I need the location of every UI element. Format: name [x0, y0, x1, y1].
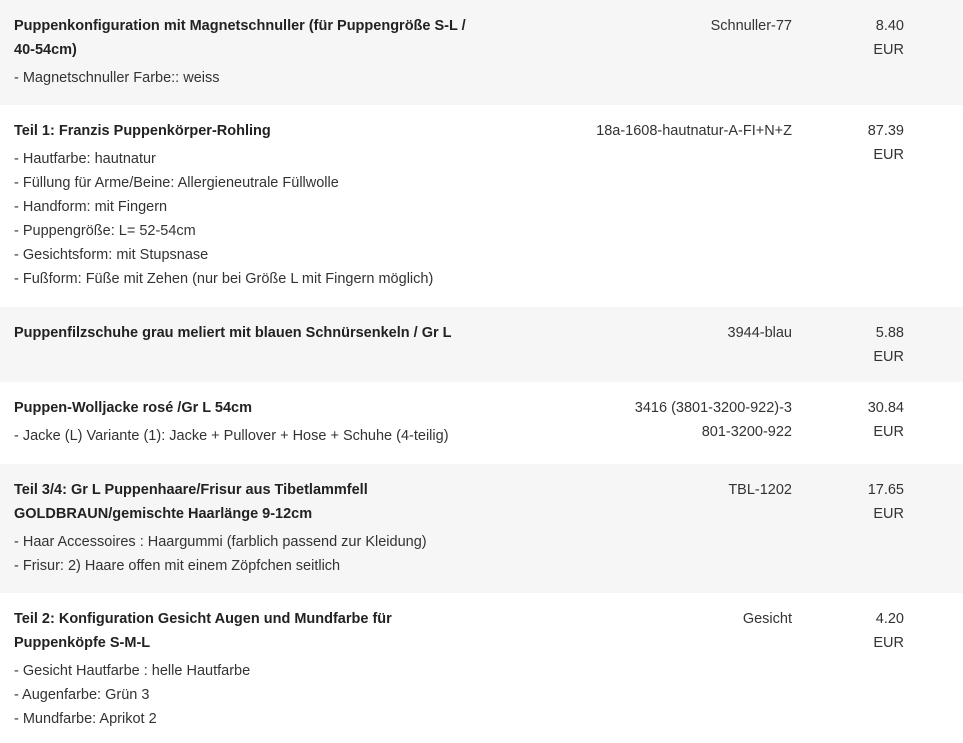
item-description: [0, 14, 480, 90]
item-title: Puppenkonfiguration mit Magnetschnuller (für Puppengröße S-L / 40-54cm): [14, 18, 466, 58]
item-description: [0, 396, 480, 448]
item-sku: Gesicht: [742, 611, 792, 627]
item-option: - Mundfarbe: Aprikot 2: [14, 711, 157, 727]
price-currency: EUR: [873, 147, 904, 163]
price-value: 5.88: [875, 325, 904, 341]
item-description: [0, 119, 480, 291]
item-description: [0, 607, 480, 731]
item-price: [800, 119, 904, 167]
item-description: [0, 321, 480, 345]
item-options: [14, 530, 480, 578]
item-option: - Gesichtsform: mit Stupsnase: [14, 247, 209, 263]
price-value: 4.20: [875, 611, 904, 627]
price-currency: EUR: [873, 506, 904, 522]
table-row: [0, 593, 963, 743]
item-option: - Gesicht Hautfarbe : helle Hautfarbe: [14, 663, 251, 679]
item-price: [800, 607, 904, 655]
item-sku: 3944-blau: [727, 325, 792, 341]
item-description: [0, 478, 480, 578]
price-value: 17.65: [867, 482, 904, 498]
table-row: [0, 0, 963, 105]
price-currency: EUR: [873, 42, 904, 58]
item-title: Teil 1: Franzis Puppenkörper-Rohling: [14, 123, 271, 139]
item-sku: Schnuller-77: [710, 18, 792, 34]
price-value: 87.39: [867, 123, 904, 139]
item-options: [14, 147, 480, 291]
price-currency: EUR: [873, 424, 904, 440]
item-price: [800, 478, 904, 526]
item-option: - Hautfarbe: hautnatur: [14, 151, 156, 167]
item-option: - Füllung für Arme/Beine: Allergieneutrale Füllwolle: [14, 175, 339, 191]
table-row: [0, 382, 963, 464]
item-option: - Augenfarbe: Grün 3: [14, 687, 150, 703]
table-row: [0, 105, 963, 307]
price-value: 30.84: [867, 400, 904, 416]
item-options: [14, 659, 480, 731]
item-price: [800, 321, 904, 369]
item-option: - Handform: mit Fingern: [14, 199, 168, 215]
item-price: [800, 396, 904, 444]
item-title: Puppen-Wolljacke rosé /Gr L 54cm: [14, 400, 252, 416]
price-currency: EUR: [873, 635, 904, 651]
item-options: [14, 424, 480, 448]
table-row: [0, 464, 963, 593]
item-option: - Magnetschnuller Farbe:: weiss: [14, 70, 220, 86]
item-title: Teil 3/4: Gr L Puppenhaare/Frisur aus Tibetlammfell GOLDBRAUN/gemischte Haarlänge 9-12cm: [14, 482, 368, 522]
price-currency: EUR: [873, 349, 904, 365]
item-title: Teil 2: Konfiguration Gesicht Augen und Mundfarbe für Puppenköpfe S-M-L: [14, 611, 392, 651]
item-title: Puppenfilzschuhe grau meliert mit blauen Schnürsenkeln / Gr L: [14, 325, 452, 341]
item-option: - Puppengröße: L= 52-54cm: [14, 223, 196, 239]
table-row: [0, 307, 963, 382]
item-sku: [480, 396, 800, 444]
item-sku: 18a-1608-hautnatur-A-FI+N+Z: [596, 123, 792, 139]
price-value: 8.40: [875, 18, 904, 34]
item-sku: TBL-1202: [728, 482, 792, 498]
item-options: [14, 66, 480, 90]
item-option: - Jacke (L) Variante (1): Jacke + Pullover + Hose + Schuhe (4-teilig): [14, 428, 449, 444]
item-price: [800, 14, 904, 62]
item-option: - Fußform: Füße mit Zehen (nur bei Größe L mit Fingern möglich): [14, 271, 434, 287]
item-option: - Frisur: 2) Haare offen mit einem Zöpfchen seitlich: [14, 558, 341, 574]
item-sku-text: 3416 (3801-3200-922)-3801-3200-922: [634, 400, 792, 440]
item-option: - Haar Accessoires : Haargummi (farblich passend zur Kleidung): [14, 534, 427, 550]
